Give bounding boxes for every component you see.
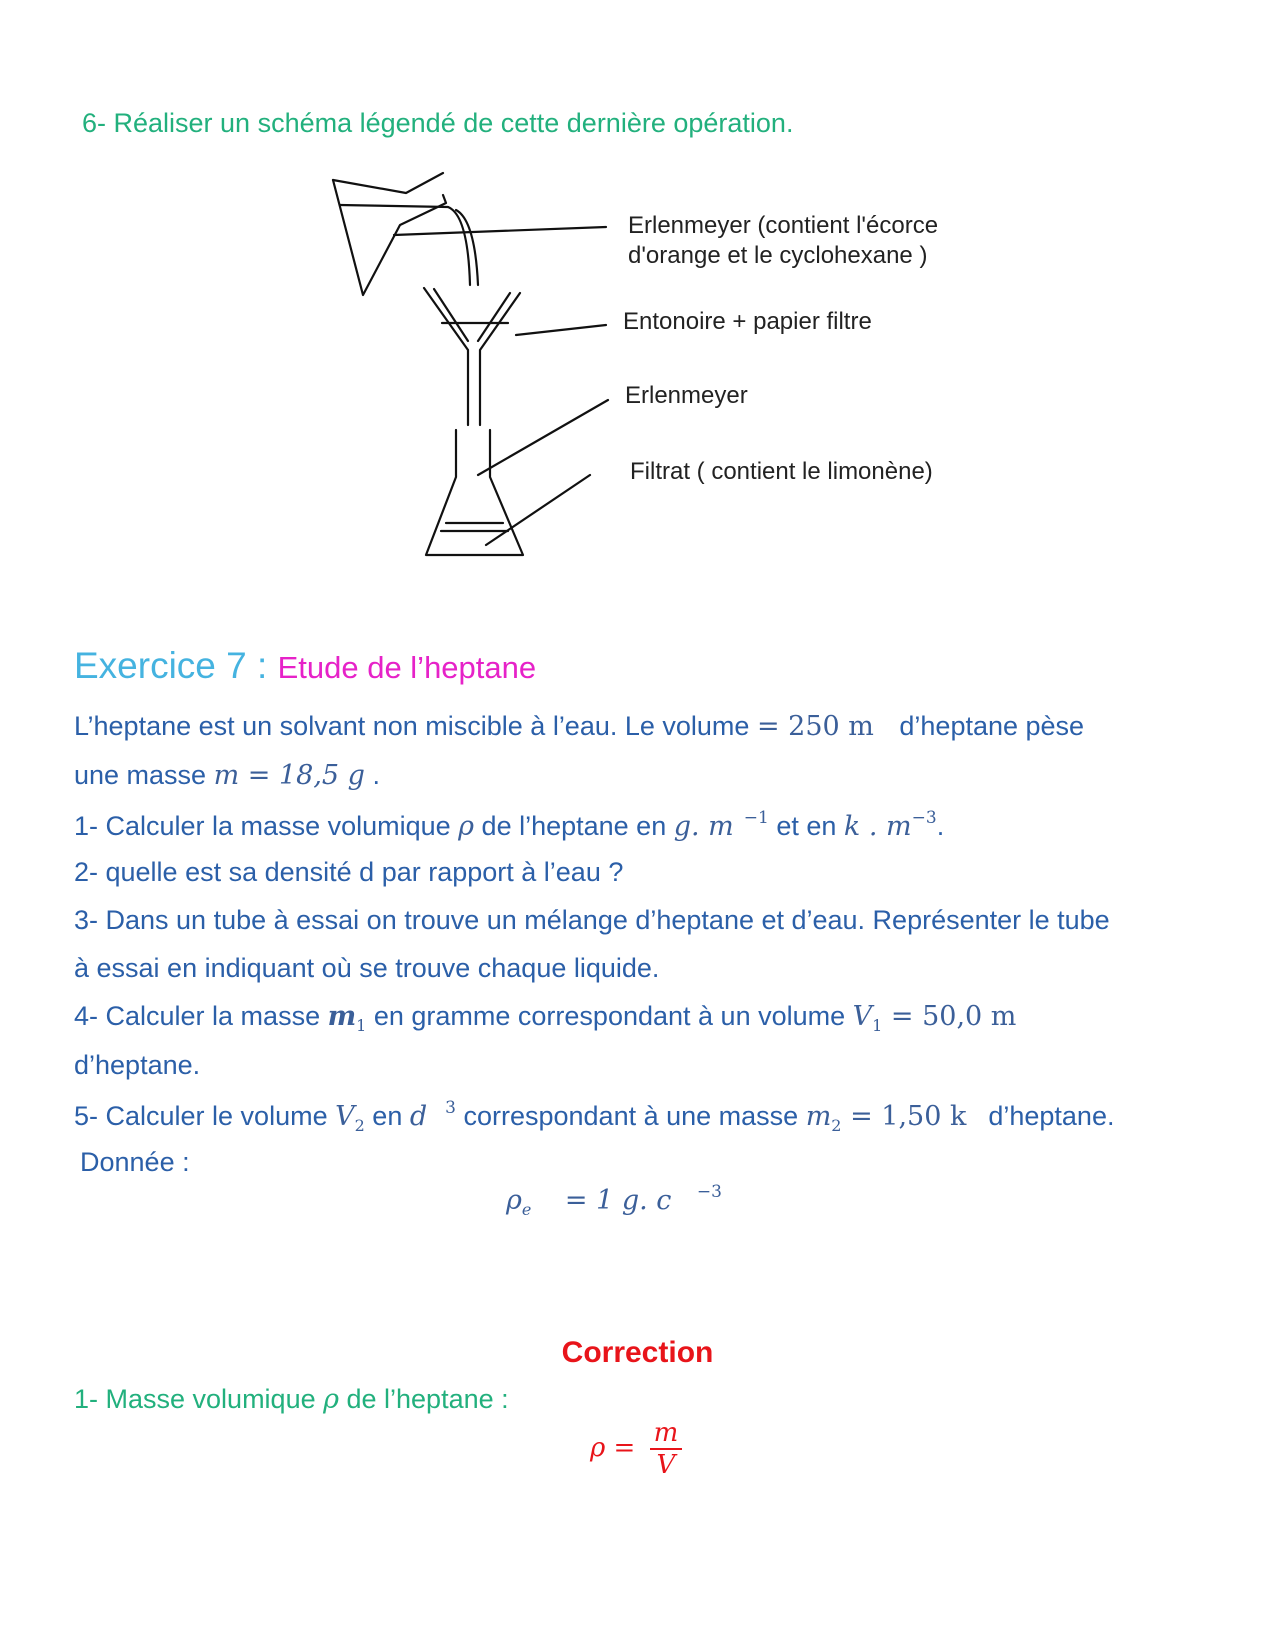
question-3-line-2: à essai en indiquant où se trouve chaque liquide. — [74, 953, 660, 983]
v1-symbol: V — [852, 1001, 873, 1032]
label-flask-top-2: d'orange et le cyclohexane ) — [628, 242, 928, 269]
filtration-diagram — [328, 155, 1013, 640]
label-erlenmeyer: Erlenmeyer — [625, 382, 748, 409]
formula-fraction — [650, 1418, 683, 1480]
m2-symbol: m — [805, 1101, 832, 1132]
m2-value: = 1,50 k — [841, 1101, 967, 1132]
formula-lhs: ρ = — [590, 1433, 636, 1463]
rho-water-subscript: e — [521, 1200, 532, 1219]
exercise-title — [74, 645, 536, 687]
rho-water-exponent: −3 — [696, 1182, 722, 1202]
statement-line-1 — [74, 711, 1084, 742]
leader-line-1 — [394, 227, 606, 235]
statement-text-end: d’heptane pèse — [899, 711, 1085, 741]
label-funnel: Entonoire + papier filtre — [623, 308, 872, 335]
correction-heading: Correction — [561, 1336, 714, 1369]
v1-subscript: 1 — [872, 1016, 883, 1035]
q1-text-2: de l’heptane en — [474, 811, 674, 841]
corr1-text-2: de l’heptane : — [338, 1384, 509, 1414]
q1-text-end: . — [936, 811, 945, 841]
q5-text: 5- Calculer le volume — [74, 1101, 336, 1131]
question-5 — [74, 1098, 1114, 1135]
leader-line-3 — [478, 400, 608, 475]
given-formula — [506, 1182, 722, 1219]
volume-unit-exponent: 3 — [445, 1098, 456, 1118]
question-1 — [74, 808, 944, 842]
q4-text: 4- Calculer la masse — [74, 1001, 328, 1031]
statement-text-end: . — [364, 760, 380, 790]
pouring-flask — [333, 180, 446, 295]
question-6: 6- Réaliser un schéma légendé de cette dernière opération. — [82, 108, 794, 138]
formula-denominator: V — [656, 1450, 676, 1480]
leader-line-2 — [516, 325, 606, 335]
m2-subscript: 2 — [831, 1116, 842, 1135]
v2-symbol: V — [335, 1101, 355, 1132]
rho-symbol: ρ — [458, 811, 475, 842]
formula-numerator: m — [650, 1418, 683, 1450]
q1-text-3: et en — [768, 811, 844, 841]
unit-2: k . m — [843, 811, 912, 842]
unit-1-exponent: −1 — [743, 808, 769, 828]
question-4 — [74, 1001, 1016, 1035]
volume-value: = 250 m — [756, 711, 874, 742]
q4-text-2: en gramme correspondant à un volume — [366, 1001, 853, 1031]
statement-text: L’heptane est un solvant non miscible à l’eau. Le volume — [74, 711, 757, 741]
volume-unit: d — [409, 1101, 428, 1132]
q5-text-3: correspondant à une masse — [455, 1101, 806, 1131]
v2-subscript: 2 — [354, 1116, 365, 1135]
corr1-text: 1- Masse volumique — [74, 1384, 324, 1414]
density-formula — [590, 1418, 682, 1480]
q5-text-end: d’heptane. — [988, 1101, 1115, 1131]
unit-1: g. m — [673, 811, 734, 842]
statement-text: une masse — [74, 760, 214, 790]
question-3-line-1: 3- Dans un tube à essai on trouve un mélange d’heptane et d’eau. Représenter le tube — [74, 905, 1110, 935]
statement-line-2 — [74, 760, 380, 791]
rho-symbol: ρ — [323, 1384, 339, 1415]
m1-symbol: m — [327, 1001, 357, 1032]
label-filtrate: Filtrat ( contient le limonène) — [630, 458, 933, 485]
q5-text-2: en — [364, 1101, 410, 1131]
receiving-flask — [426, 430, 523, 555]
correction-item-1 — [74, 1384, 509, 1415]
given-label: Donnée : — [80, 1147, 190, 1177]
exercise-number: Exercice 7 : — [74, 645, 268, 686]
exercise-name: Etude de l’heptane — [277, 650, 537, 685]
unit-2-exponent: −3 — [911, 808, 937, 828]
m1-subscript: 1 — [356, 1016, 367, 1035]
question-2: 2- quelle est sa densité d par rapport à l’eau ? — [74, 857, 624, 887]
q1-text: 1- Calculer la masse volumique — [74, 811, 459, 841]
rho-water-symbol: ρ — [506, 1185, 522, 1216]
label-flask-top: Erlenmeyer (contient l'écorce — [628, 212, 939, 239]
question-4-line-2: d’heptane. — [74, 1050, 201, 1080]
mass-value: m = 18,5 g — [213, 760, 365, 791]
v1-value: = 50,0 m — [882, 1001, 1017, 1032]
rho-water-value: = 1 g. c — [564, 1185, 672, 1216]
leader-line-4 — [486, 475, 590, 545]
